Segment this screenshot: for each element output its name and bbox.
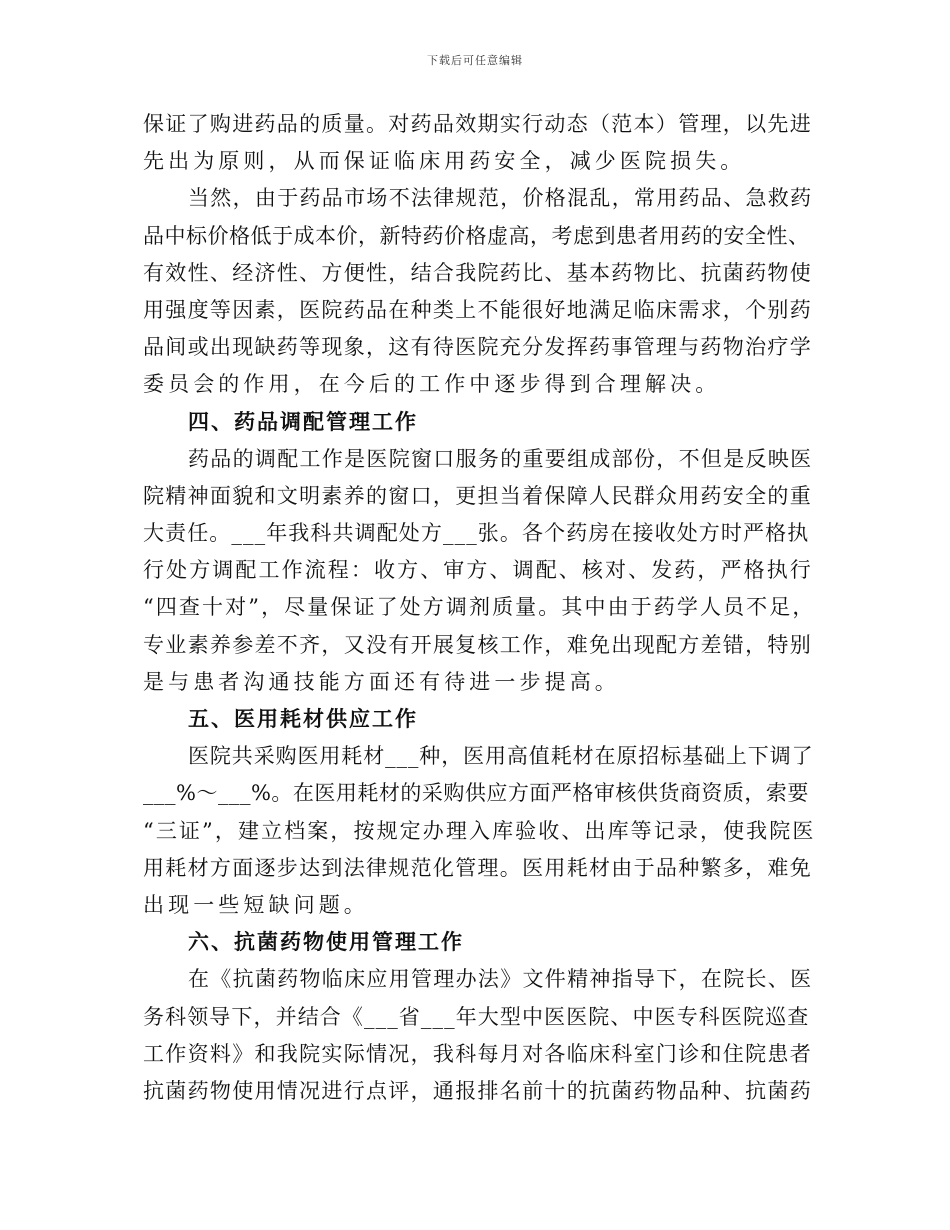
paragraph-line: 医院共采购医用耗材___种，医用高值耗材在原招标基础上下调了: [188, 744, 814, 769]
paragraph-line: “四查十对”，尽量保证了处方调剂质量。其中由于药学人员不足，: [143, 595, 816, 620]
paragraph-line: 品中标价格低于成本价，新特药价格虚高，考虑到患者用药的安全性、: [143, 223, 810, 248]
paragraph-line: 出现一些短缺问题。: [143, 892, 369, 917]
paragraph-line: 行处方调配工作流程：收方、审方、调配、核对、发药，严格执行: [143, 558, 813, 583]
paragraph-line: 用耗材方面逐步达到法律规范化管理。医用耗材由于品种繁多，难免: [143, 855, 812, 880]
paragraph-line: 务科领导下，并结合《___省___年大型中医医院、中医专科医院巡查: [143, 1004, 810, 1029]
section-heading: 五、医用耗材供应工作: [188, 707, 418, 731]
section-heading: 六、抗菌药物使用管理工作: [188, 930, 464, 955]
header-note: 下载后可任意编辑: [427, 54, 523, 67]
paragraph-line: 用强度等因素，医院药品在种类上不能很好地满足临床需求，个别药: [143, 297, 812, 322]
section-heading: 四、药品调配管理工作: [188, 409, 418, 434]
paragraph-line: 当然，由于药品市场不法律规范，价格混乱，常用药品、急救药: [188, 186, 813, 211]
paragraph-line: 专业素养参差不齐，又没有开展复核工作，难免出现配方差错，特别: [143, 632, 812, 657]
paragraph-line: 抗菌药物使用情况进行点评，通报排名前十的抗菌药物品种、抗菌药: [143, 1078, 812, 1103]
paragraph-line: ___%～___%。在医用耗材的采购供应方面严格审核供货商资质，索要: [143, 781, 809, 806]
paragraph-line: 有效性、经济性、方便性，结合我院药比、基本药物比、抗菌药物使: [143, 260, 812, 285]
paragraph-line: 院精神面貌和文明素养的窗口，更担当着保障人民群众用药安全的重: [143, 483, 812, 508]
paragraph-line: 药品的调配工作是医院窗口服务的重要组成部份，不但是反映医: [188, 446, 813, 471]
paragraph-line: 保证了购进药品的质量。对药品效期实行动态（范本）管理，以先进: [143, 112, 812, 136]
paragraph-line: 工作资料》和我院实际情况，我科每月对各临床科室门诊和住院患者: [143, 1041, 812, 1066]
document-body: [143, 106, 815, 1110]
paragraph-line: 大责任。___年我科共调配处方___张。各个药房在接收处方时严格执: [143, 521, 810, 546]
paragraph-line: “三证”，建立档案，按规定办理入库验收、出库等记录，使我院医: [143, 818, 816, 843]
paragraph-line: 品间或出现缺药等现象，这有待医院充分发挥药事管理与药物治疗学: [143, 335, 812, 360]
paragraph-line: 是与患者沟通技能方面还有待进一步提高。: [143, 669, 620, 694]
paragraph-line: 委员会的作用，在今后的工作中逐步得到合理解决。: [143, 372, 721, 397]
paragraph-line: 在《抗菌药物临床应用管理办法》文件精神指导下，在院长、医: [188, 967, 813, 992]
paragraph-line: 先出为原则，从而保证临床用药安全，减少医院损失。: [143, 149, 746, 174]
